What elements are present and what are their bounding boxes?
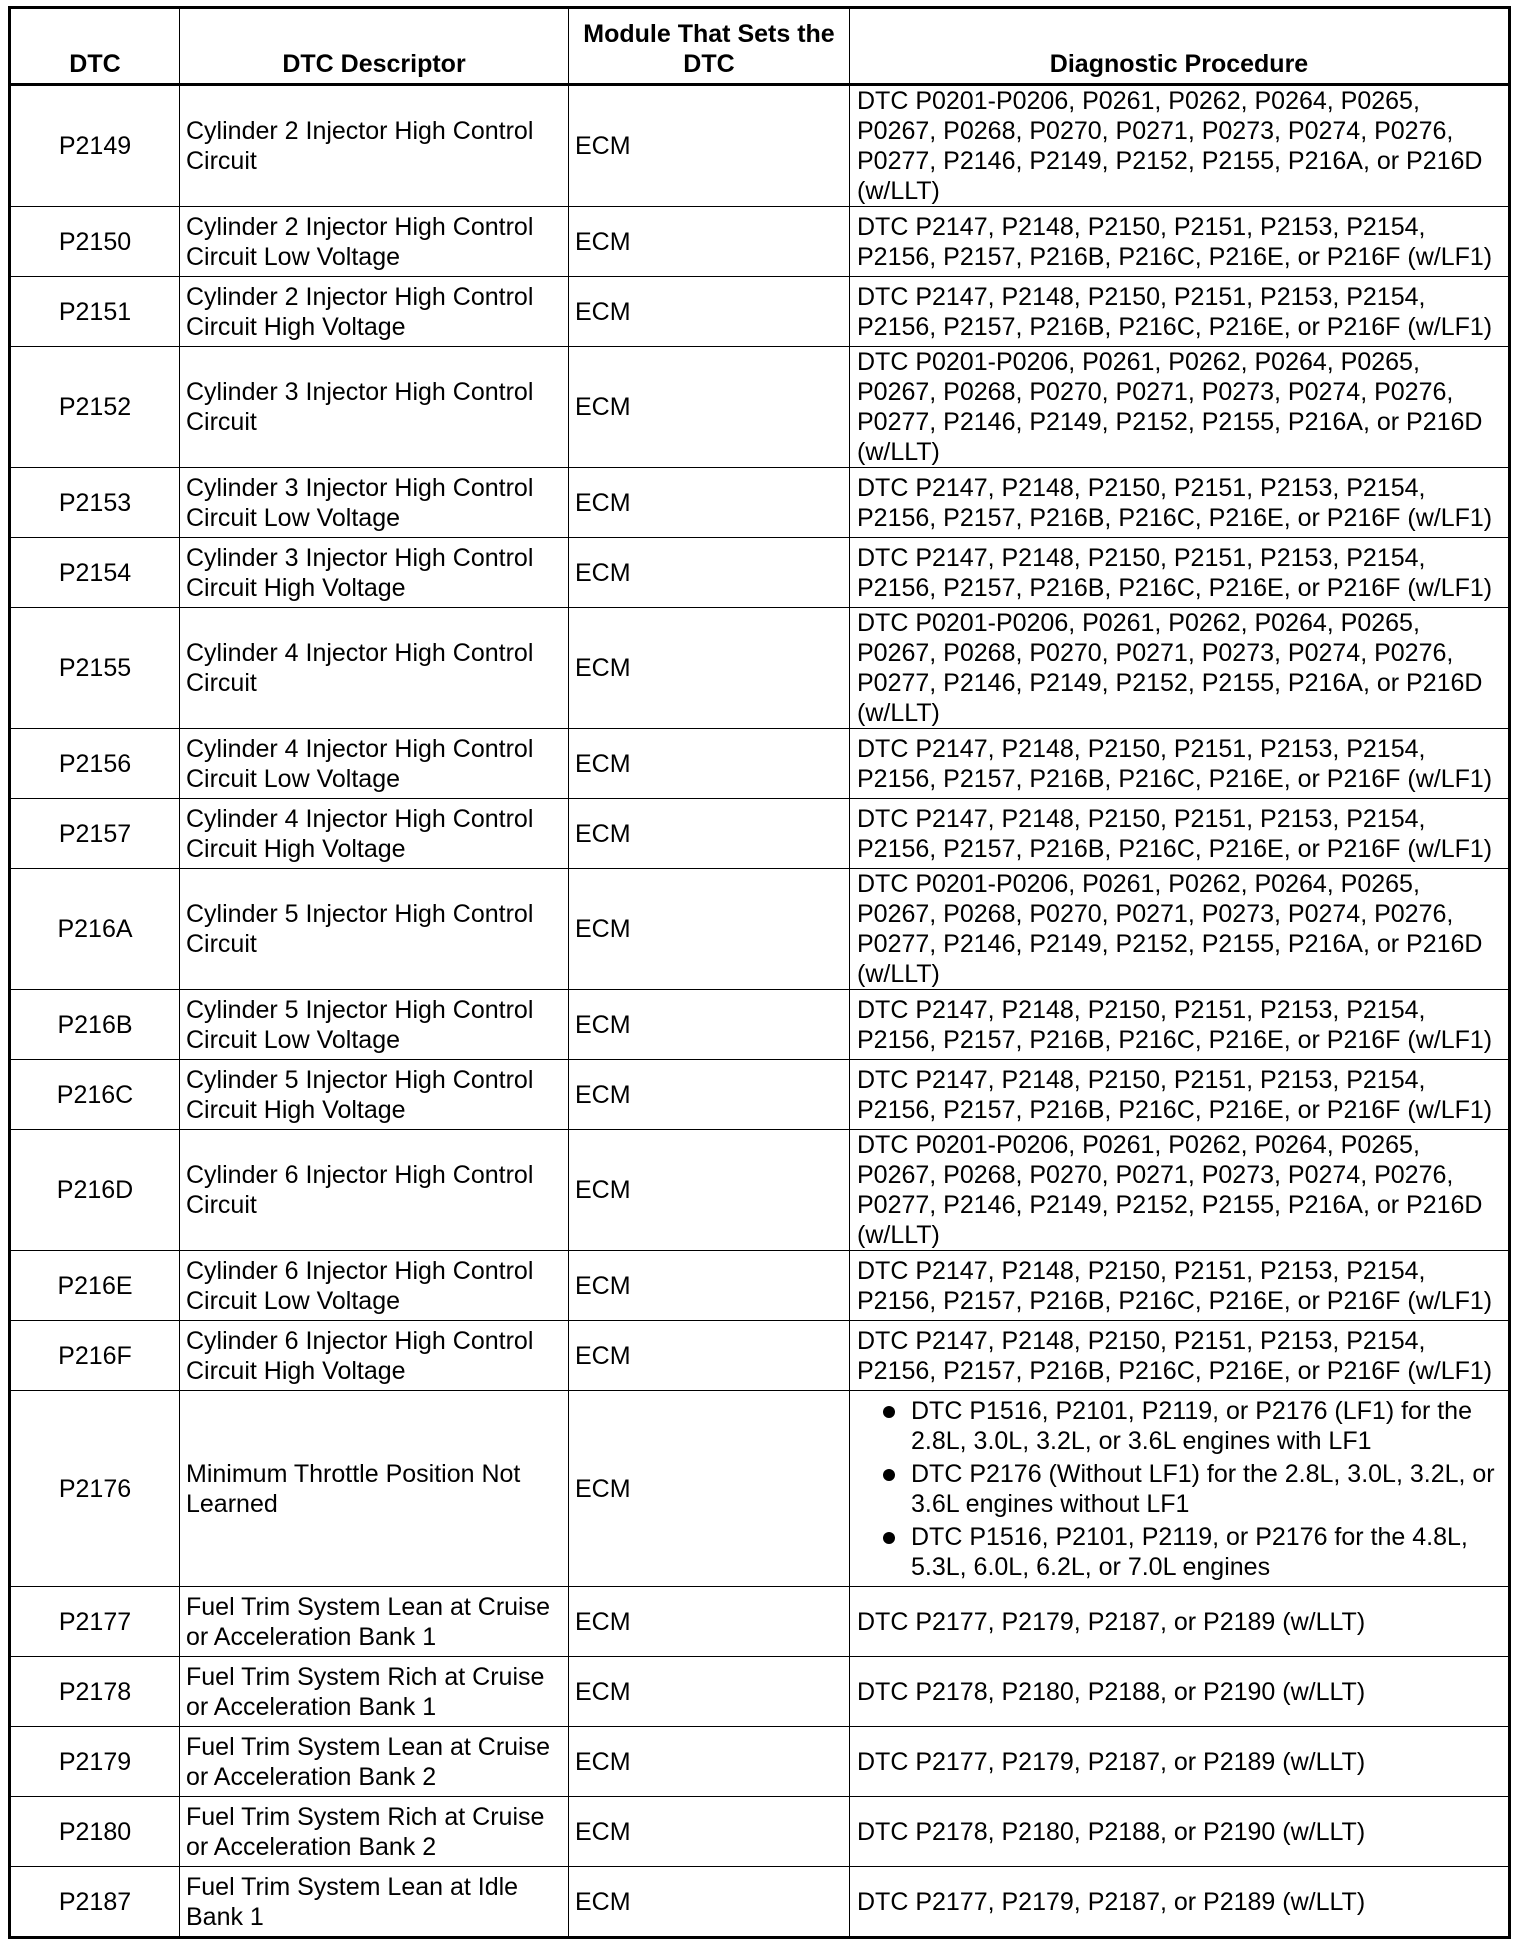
dtc-code: P2155 (10, 608, 180, 729)
dtc-descriptor: Cylinder 3 Injector High Control Circuit Low Voltage (180, 468, 569, 538)
header-row (10, 8, 1510, 85)
table-row (10, 1321, 1510, 1391)
table-row (10, 608, 1510, 729)
dtc-module: ECM (569, 1867, 850, 1938)
dtc-module: ECM (569, 277, 850, 347)
dtc-code: P2150 (10, 207, 180, 277)
header-descriptor: DTC Descriptor (180, 8, 569, 85)
dtc-code: P2149 (10, 85, 180, 207)
dtc-procedure: DTC P2178, P2180, P2188, or P2190 (w/LLT) (850, 1657, 1510, 1727)
dtc-code: P216F (10, 1321, 180, 1391)
dtc-descriptor: Cylinder 3 Injector High Control Circuit High Voltage (180, 538, 569, 608)
dtc-module: ECM (569, 869, 850, 990)
dtc-descriptor: Fuel Trim System Rich at Cruise or Acceleration Bank 1 (180, 1657, 569, 1727)
dtc-code: P2156 (10, 729, 180, 799)
dtc-procedure: DTC P2147, P2148, P2150, P2151, P2153, P2154, P2156, P2157, P216B, P216C, P216E, or P216F (w/LF1) (850, 468, 1510, 538)
dtc-descriptor: Cylinder 2 Injector High Control Circuit High Voltage (180, 277, 569, 347)
dtc-procedure: DTC P0201-P0206, P0261, P0262, P0264, P0265, P0267, P0268, P0270, P0271, P0273, P0274, P0276, P0277, P2146, P2149, P2152, P2155, P216A, or P216D (w/LLT) (850, 85, 1510, 207)
dtc-descriptor: Cylinder 4 Injector High Control Circuit (180, 608, 569, 729)
dtc-table-sheet (8, 6, 1508, 1939)
dtc-module: ECM (569, 538, 850, 608)
dtc-table (8, 6, 1511, 1939)
dtc-module: ECM (569, 1587, 850, 1657)
dtc-code: P216A (10, 869, 180, 990)
dtc-module: ECM (569, 347, 850, 468)
table-row (10, 1587, 1510, 1657)
dtc-procedure: DTC P2147, P2148, P2150, P2151, P2153, P2154, P2156, P2157, P216B, P216C, P216E, or P216F (w/LF1) (850, 207, 1510, 277)
header-dtc: DTC (10, 8, 180, 85)
dtc-descriptor: Cylinder 4 Injector High Control Circuit High Voltage (180, 799, 569, 869)
dtc-procedure: DTC P0201-P0206, P0261, P0262, P0264, P0265, P0267, P0268, P0270, P0271, P0273, P0274, P0276, P0277, P2146, P2149, P2152, P2155, P216A, or P216D (w/LLT) (850, 869, 1510, 990)
dtc-descriptor: Cylinder 4 Injector High Control Circuit Low Voltage (180, 729, 569, 799)
table-row (10, 1130, 1510, 1251)
dtc-code: P2178 (10, 1657, 180, 1727)
dtc-module: ECM (569, 799, 850, 869)
table-row (10, 538, 1510, 608)
table-row (10, 207, 1510, 277)
dtc-procedure: DTC P2177, P2179, P2187, or P2189 (w/LLT) (850, 1587, 1510, 1657)
dtc-code: P2180 (10, 1797, 180, 1867)
dtc-code: P2187 (10, 1867, 180, 1938)
table-row (10, 869, 1510, 990)
dtc-descriptor: Cylinder 5 Injector High Control Circuit Low Voltage (180, 990, 569, 1060)
dtc-procedure: DTC P2147, P2148, P2150, P2151, P2153, P2154, P2156, P2157, P216B, P216C, P216E, or P216F (w/LF1) (850, 729, 1510, 799)
procedure-bullet-item: DTC P2176 (Without LF1) for the 2.8L, 3.0L, 3.2L, or 3.6L engines without LF1 (883, 1459, 1506, 1519)
dtc-procedure: DTC P2147, P2148, P2150, P2151, P2153, P2154, P2156, P2157, P216B, P216C, P216E, or P216F (w/LF1) (850, 1251, 1510, 1321)
table-row (10, 990, 1510, 1060)
dtc-descriptor: Cylinder 3 Injector High Control Circuit (180, 347, 569, 468)
dtc-code: P216C (10, 1060, 180, 1130)
dtc-descriptor: Fuel Trim System Lean at Cruise or Acceleration Bank 1 (180, 1587, 569, 1657)
dtc-procedure: DTC P2177, P2179, P2187, or P2189 (w/LLT) (850, 1727, 1510, 1797)
dtc-module: ECM (569, 85, 850, 207)
dtc-module: ECM (569, 1321, 850, 1391)
dtc-module: ECM (569, 990, 850, 1060)
dtc-procedure: DTC P2147, P2148, P2150, P2151, P2153, P2154, P2156, P2157, P216B, P216C, P216E, or P216F (w/LF1) (850, 277, 1510, 347)
table-row (10, 1797, 1510, 1867)
table-row (10, 1657, 1510, 1727)
dtc-descriptor: Fuel Trim System Lean at Idle Bank 1 (180, 1867, 569, 1938)
procedure-bullet-item: DTC P1516, P2101, P2119, or P2176 for the 4.8L, 5.3L, 6.0L, 6.2L, or 7.0L engines (883, 1522, 1506, 1582)
table-row (10, 85, 1510, 207)
dtc-descriptor: Fuel Trim System Lean at Cruise or Acceleration Bank 2 (180, 1727, 569, 1797)
table-row (10, 1727, 1510, 1797)
table-header (10, 8, 1510, 85)
dtc-procedure: DTC P2147, P2148, P2150, P2151, P2153, P2154, P2156, P2157, P216B, P216C, P216E, or P216F (w/LF1) (850, 1060, 1510, 1130)
dtc-code: P2176 (10, 1391, 180, 1587)
dtc-descriptor: Cylinder 5 Injector High Control Circuit (180, 869, 569, 990)
dtc-module: ECM (569, 468, 850, 538)
dtc-procedure: DTC P2147, P2148, P2150, P2151, P2153, P2154, P2156, P2157, P216B, P216C, P216E, or P216F (w/LF1) (850, 538, 1510, 608)
table-row (10, 1060, 1510, 1130)
dtc-procedure: DTC P2147, P2148, P2150, P2151, P2153, P2154, P2156, P2157, P216B, P216C, P216E, or P216F (w/LF1) (850, 990, 1510, 1060)
procedure-bullet-list (857, 1396, 1506, 1582)
dtc-descriptor: Cylinder 6 Injector High Control Circuit High Voltage (180, 1321, 569, 1391)
dtc-code: P2157 (10, 799, 180, 869)
dtc-module: ECM (569, 1797, 850, 1867)
table-row (10, 1251, 1510, 1321)
dtc-procedure (850, 1391, 1510, 1587)
dtc-procedure: DTC P0201-P0206, P0261, P0262, P0264, P0265, P0267, P0268, P0270, P0271, P0273, P0274, P0276, P0277, P2146, P2149, P2152, P2155, P216A, or P216D (w/LLT) (850, 1130, 1510, 1251)
dtc-procedure: DTC P2147, P2148, P2150, P2151, P2153, P2154, P2156, P2157, P216B, P216C, P216E, or P216F (w/LF1) (850, 799, 1510, 869)
table-row (10, 347, 1510, 468)
dtc-code: P2152 (10, 347, 180, 468)
dtc-code: P2177 (10, 1587, 180, 1657)
table-row (10, 1391, 1510, 1587)
dtc-procedure: DTC P0201-P0206, P0261, P0262, P0264, P0265, P0267, P0268, P0270, P0271, P0273, P0274, P0276, P0277, P2146, P2149, P2152, P2155, P216A, or P216D (w/LLT) (850, 608, 1510, 729)
dtc-module: ECM (569, 207, 850, 277)
table-row (10, 729, 1510, 799)
table-row (10, 799, 1510, 869)
dtc-procedure: DTC P2177, P2179, P2187, or P2189 (w/LLT) (850, 1867, 1510, 1938)
dtc-descriptor: Cylinder 6 Injector High Control Circuit Low Voltage (180, 1251, 569, 1321)
table-row (10, 468, 1510, 538)
dtc-module: ECM (569, 1130, 850, 1251)
procedure-bullet-item: DTC P1516, P2101, P2119, or P2176 (LF1) for the 2.8L, 3.0L, 3.2L, or 3.6L engines with LF1 (883, 1396, 1506, 1456)
table-body (10, 85, 1510, 1938)
dtc-procedure: DTC P2178, P2180, P2188, or P2190 (w/LLT) (850, 1797, 1510, 1867)
dtc-module: ECM (569, 608, 850, 729)
header-module: Module That Sets the DTC (569, 8, 850, 85)
table-row (10, 277, 1510, 347)
dtc-descriptor: Cylinder 6 Injector High Control Circuit (180, 1130, 569, 1251)
dtc-module: ECM (569, 1391, 850, 1587)
dtc-module: ECM (569, 1657, 850, 1727)
dtc-procedure: DTC P0201-P0206, P0261, P0262, P0264, P0265, P0267, P0268, P0270, P0271, P0273, P0274, P0276, P0277, P2146, P2149, P2152, P2155, P216A, or P216D (w/LLT) (850, 347, 1510, 468)
dtc-code: P216B (10, 990, 180, 1060)
dtc-descriptor: Cylinder 2 Injector High Control Circuit (180, 85, 569, 207)
dtc-descriptor: Minimum Throttle Position Not Learned (180, 1391, 569, 1587)
dtc-descriptor: Fuel Trim System Rich at Cruise or Acceleration Bank 2 (180, 1797, 569, 1867)
dtc-code: P2154 (10, 538, 180, 608)
dtc-code: P216D (10, 1130, 180, 1251)
dtc-descriptor: Cylinder 5 Injector High Control Circuit High Voltage (180, 1060, 569, 1130)
dtc-module: ECM (569, 729, 850, 799)
dtc-module: ECM (569, 1060, 850, 1130)
table-row (10, 1867, 1510, 1938)
dtc-module: ECM (569, 1251, 850, 1321)
dtc-code: P216E (10, 1251, 180, 1321)
dtc-code: P2151 (10, 277, 180, 347)
dtc-module: ECM (569, 1727, 850, 1797)
dtc-code: P2153 (10, 468, 180, 538)
dtc-descriptor: Cylinder 2 Injector High Control Circuit Low Voltage (180, 207, 569, 277)
dtc-code: P2179 (10, 1727, 180, 1797)
header-procedure: Diagnostic Procedure (850, 8, 1510, 85)
dtc-procedure: DTC P2147, P2148, P2150, P2151, P2153, P2154, P2156, P2157, P216B, P216C, P216E, or P216F (w/LF1) (850, 1321, 1510, 1391)
